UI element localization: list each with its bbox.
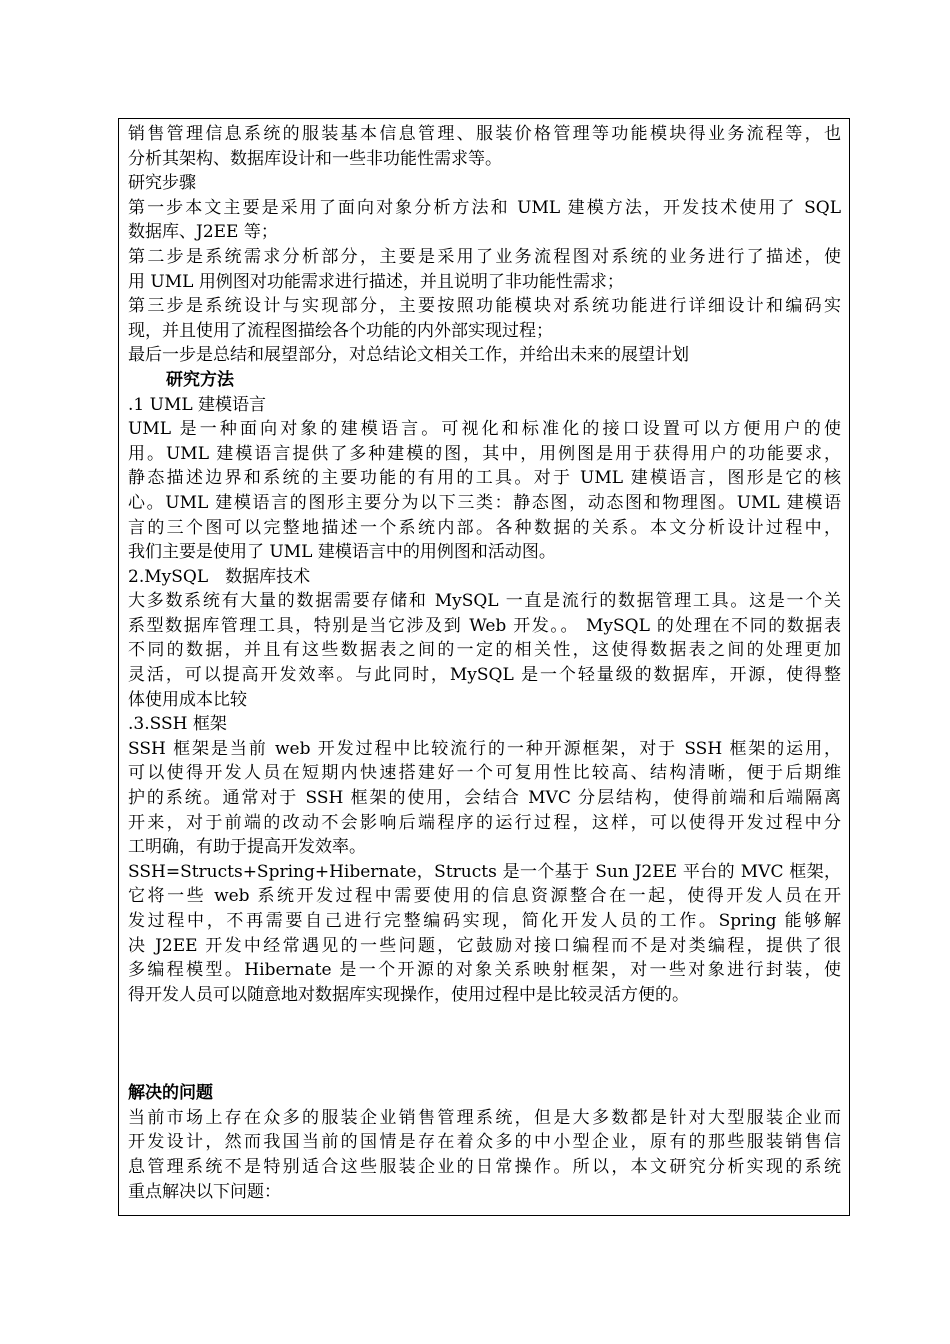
body-line: 得开发人员可以随意地对数据库实现操作，使用过程中是比较灵活方便的。 — [128, 984, 689, 1005]
body-line: 系型数据库管理工具，特别是当它涉及到 Web 开发。。 MySQL 的处理在不同的数据表 — [128, 615, 841, 636]
body-line: 发过程中，不再需要自己进行完整编码实现，简化开发人员的工作。Spring 能够解 — [128, 911, 841, 931]
body-line: 可以使得开发人员在短期内快速搭建好一个可复用性比较高、结构清晰，便于后期维 — [128, 763, 841, 784]
subheading-uml: .1 UML 建模语言 — [128, 394, 267, 415]
body-line: 静态描述边界和系统的主要功能的有用的工具。对于 UML 建模语言，图形是它的核 — [128, 468, 841, 489]
body-line: 分析其架构、数据库设计和一些非功能性需求等。 — [128, 148, 502, 169]
blank-line — [128, 1007, 841, 1032]
body-line: 决 J2EE 开发中经常遇见的一些问题，它鼓励对接口编程而不是对类编程，提供了很 — [128, 935, 841, 956]
body-line: SSH 框架是当前 web 开发过程中比较流行的一种开源框架，对于 SSH 框架的运用， — [128, 738, 841, 759]
body-line: 现，并且使用了流程图描绘各个功能的内外部实现过程； — [128, 320, 553, 341]
body-line: 大多数系统有大量的数据需要存储和 MySQL 一直是流行的数据管理工具。这是一个关 — [128, 591, 841, 612]
body-line: 灵活，可以提高开发效率。与此同时，MySQL 是一个轻量级的数据库，开源，使得整 — [128, 665, 841, 686]
body-line: 工明确，有助于提高开发效率。 — [128, 837, 366, 858]
body-line: 护的系统。通常对于 SSH 框架的使用，会结合 MVC 分层结构，使得前端和后端隔离 — [128, 788, 841, 809]
body-line: 重点解决以下问题： — [128, 1181, 281, 1202]
body-line: 当前市场上存在众多的服装企业销售管理系统，但是大多数都是针对大型服装企业而 — [128, 1107, 841, 1128]
body-line: 息管理系统不是特别适合这些服装企业的日常操作。所以，本文研究分析实现的系统 — [128, 1156, 841, 1177]
body-line: SSH=Structs+Spring+Hibernate，Structs 是一个基于 Sun J2EE 平台的 MVC 框架， — [128, 861, 841, 882]
body-line: 用。UML 建模语言提供了多种建模的图，其中，用例图是用于获得用户的功能要求， — [128, 443, 841, 464]
section-heading-problems-solved: 解决的问题 — [128, 1083, 213, 1104]
document-body — [128, 122, 841, 1204]
body-line: 体使用成本比较 — [128, 689, 247, 710]
section-heading-research-steps: 研究步骤 — [128, 173, 196, 194]
body-line: UML 是一种面向对象的建模语言。可视化和标准化的接口设置可以方便用户的使 — [128, 419, 841, 440]
body-line: 多编程模型。Hibernate 是一个开源的对象关系映射框架，对一些对象进行封装，使 — [128, 960, 841, 981]
body-line: 第一步本文主要是采用了面向对象分析方法和 UML 建模方法，开发技术使用了 SQL — [128, 197, 841, 218]
subheading-mysql: 2.MySQL 数据库技术 — [128, 566, 311, 587]
body-line: 数据库、J2EE 等； — [128, 222, 278, 243]
body-line: 它将一些 web 系统开发过程中需要使用的信息资源整合在一起，使得开发人员在开 — [128, 886, 841, 907]
body-line: 第二步是系统需求分析部分，主要是采用了业务流程图对系统的业务进行了描述，使 — [128, 246, 841, 267]
body-line: 开来，对于前端的改动不会影响后端程序的运行过程，这样，可以使得开发过程中分 — [128, 812, 841, 833]
body-line: 心。UML 建模语言的图形主要分为以下三类：静态图，动态图和物理图。UML 建模语 — [128, 492, 841, 513]
blank-line — [128, 1057, 841, 1082]
section-heading-research-methods: 研究方法 — [166, 369, 234, 390]
body-line: 用 UML 用例图对功能需求进行描述，并且说明了非功能性需求； — [128, 271, 624, 292]
blank-line — [128, 1032, 841, 1057]
body-line: 第三步是系统设计与实现部分，主要按照功能模块对系统功能进行详细设计和编码实 — [128, 296, 841, 317]
body-line: 言的三个图可以完整地描述一个系统内部。各种数据的关系。本文分析设计过程中， — [128, 517, 841, 538]
body-line: 不同的数据，并且有这些数据表之间的一定的相关性，这使得数据表之间的处理更加 — [128, 640, 841, 661]
body-line: 销售管理信息系统的服装基本信息管理、服装价格管理等功能模块得业务流程等，也 — [128, 124, 841, 144]
subheading-ssh: .3.SSH 框架 — [128, 714, 227, 735]
body-line: 开发设计，然而我国当前的国情是存在着众多的中小型企业，原有的那些服装销售信 — [128, 1132, 841, 1153]
body-line: 我们主要是使用了 UML 建模语言中的用例图和活动图。 — [128, 542, 556, 563]
body-line: 最后一步是总结和展望部分，对总结论文相关工作，并给出未来的展望计划 — [128, 345, 689, 366]
